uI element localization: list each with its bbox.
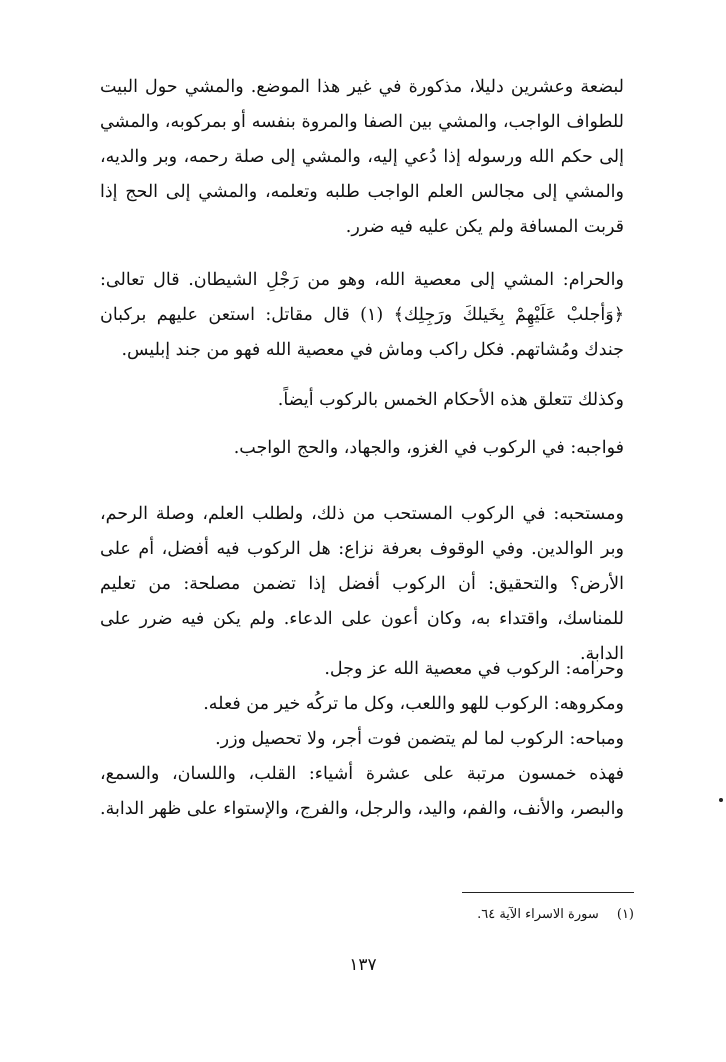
line-riding-permissible: ومباحه: الركوب لما لم يتضمن فوت أجر، ولا تحصيل وزر. — [215, 729, 624, 749]
paragraph-riding-obligatory: فواجبه: في الركوب في الغزو، والجهاد، والحج الواجب. — [233, 438, 624, 458]
line-riding-disliked: ومكروهه: الركوب للهو واللعب، وكل ما تركُه خير من فعله. — [203, 694, 624, 714]
margin-dot — [719, 798, 723, 802]
paragraph-walking-obligatory: لبضعة وعشرين دليلا، مذكورة في غير هذا الموضع. والمشي حول البيت للطواف الواجب، والمشي بين الصفا والمروة بنفسه أو بمركوبه، والمشي إلى حكم الله ورسوله إذا دُعي إليه، والمشي إلى صلة رحمه، وبر والديه، والمشي إلى مجالس العلم الواجب طلبه وتعلمه، والمشي إلى الحج إذا قربت المسافة ولم يكن عليه فيه ضرر. — [100, 77, 624, 237]
page-number: ١٣٧ — [349, 955, 377, 975]
footnote-divider — [462, 892, 634, 893]
footnote — [300, 904, 634, 926]
footnote-number: (١) — [616, 907, 634, 922]
paragraph-riding-rulings: وكذلك تتعلق هذه الأحكام الخمس بالركوب أيضاً. — [277, 390, 624, 410]
paragraph-riding-summary — [100, 652, 624, 827]
paragraph-walking-forbidden: والحرام: المشي إلى معصية الله، وهو من رَجْلِ الشيطان. قال تعالى: ﴿وَأجلبْ عَلَيْهِمْ بِخَيلكَ ورَجِلِك﴾ (١) قال مقاتل: استعن عليهم بركبان جندك ومُشاتهم. فكل راكب وماش في معصية الله فهو من جند إبليس. — [100, 270, 624, 360]
line-riding-forbidden: وحرامه: الركوب في معصية الله عز وجل. — [324, 659, 624, 679]
footnote-text: سورة الاسراء الآية ٦٤. — [477, 907, 599, 922]
paragraph-riding-recommended: ومستحبه: في الركوب المستحب من ذلك، ولطلب العلم، وصلة الرحم، وبر الوالدين. وفي الوقوف بعرفة نزاع: هل الركوب فيه أفضل، أم على الأرض؟ والتحقيق: أن الركوب أفضل إذا تضمن مصلحة: من تعليم للمناسك، واقتداء به، وكان أعون على الدعاء. ولم يكن فيه ضرر على الدابة. — [100, 504, 624, 664]
line-fifty-ranks: فهذه خمسون مرتبة على عشرة أشياء: القلب، واللسان، والسمع، والبصر، والأنف، والفم، واليد، والرجل، والفرج، والإستواء على ظهر الدابة. — [100, 764, 624, 819]
